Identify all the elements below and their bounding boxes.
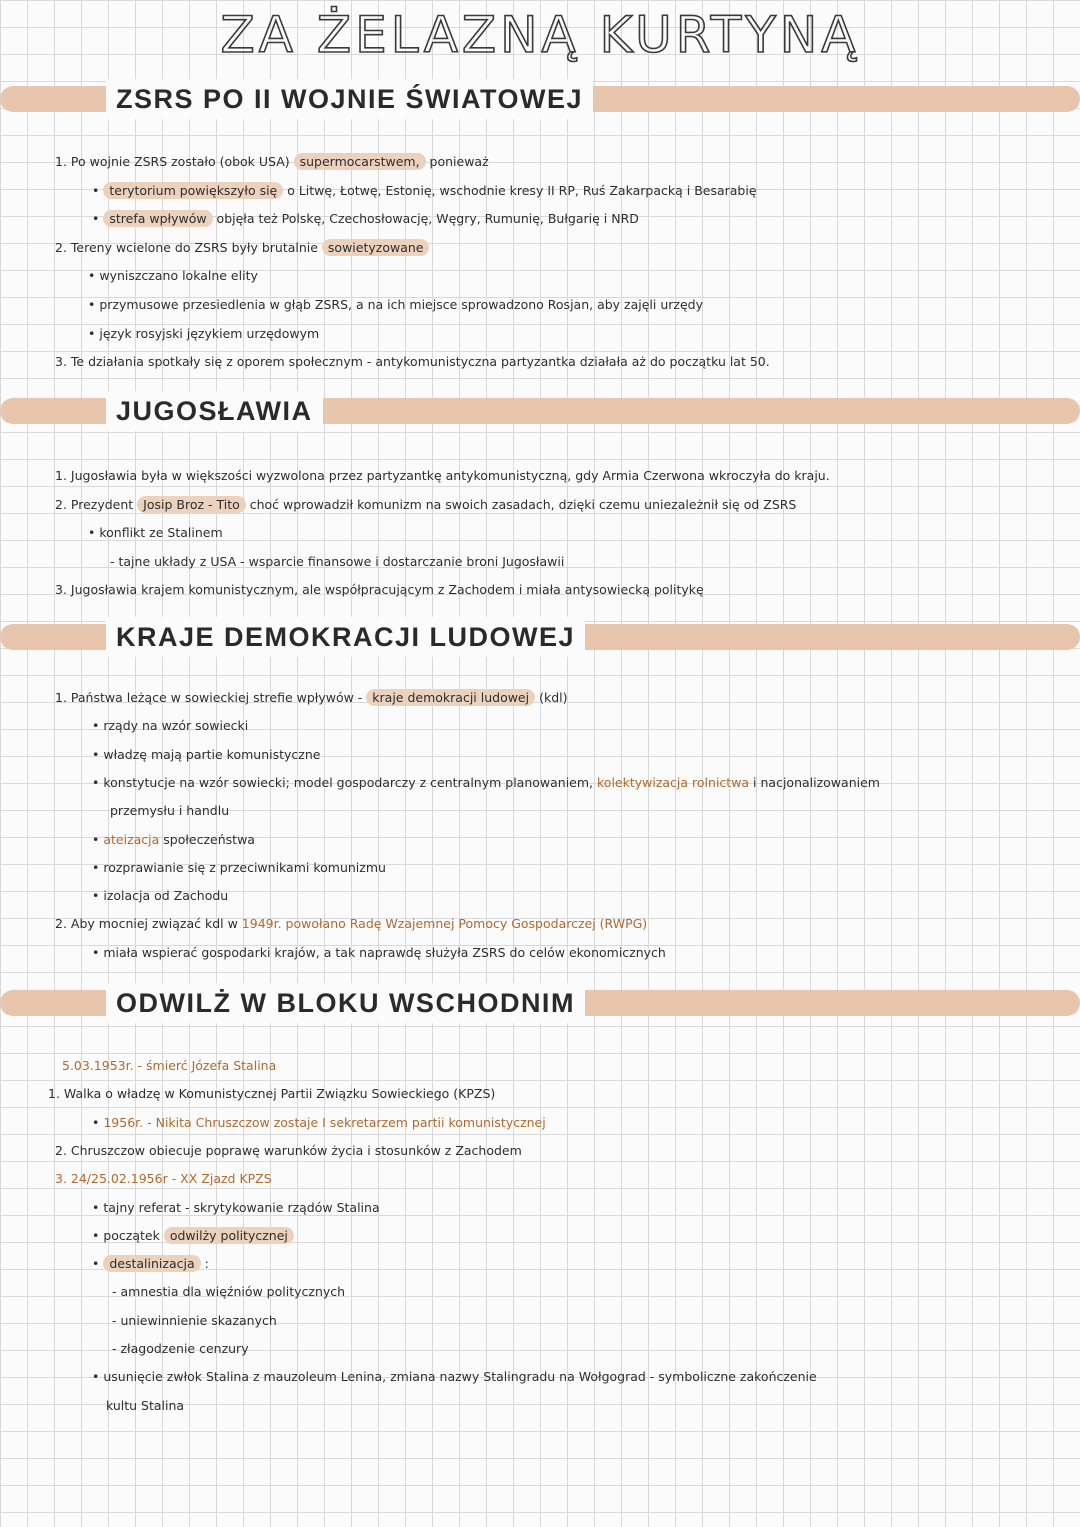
note-line	[92, 1113, 546, 1133]
line-text: •	[92, 831, 104, 847]
page-title: ZA ŻELAZNĄ KURTYNĄ	[220, 6, 860, 64]
note-line	[92, 1367, 817, 1387]
line-text: • władzę mają partie komunistyczne	[92, 746, 321, 762]
line-text: • język rosyjski językiem urzędowym	[88, 325, 320, 341]
note-line	[88, 266, 258, 286]
line-text: i nacjonalizowaniem	[749, 774, 880, 790]
note-line	[112, 1311, 277, 1331]
note-line	[55, 466, 830, 486]
line-text: • usunięcie zwłok Stalina z mauzoleum Lenina, zmiana nazwy Stalingradu na Wołgograd - symboliczne zakończenie	[92, 1369, 817, 1385]
line-text: 1. Państwa leżące w sowieckiej strefie wpływów -	[55, 690, 367, 705]
line-text: (kdl)	[535, 690, 568, 705]
line-text: • rozprawianie się z przeciwnikami komunizmu	[92, 859, 386, 875]
note-line	[112, 1339, 249, 1359]
line-text: •	[92, 211, 104, 227]
line-text: - uniewinnienie skazanych	[112, 1312, 277, 1328]
note-line	[110, 801, 229, 821]
line-text: przemysłu i handlu	[110, 803, 230, 819]
line-text: 1. Po wojnie ZSRS zostało (obok USA)	[55, 154, 294, 169]
line-text: 2. Aby mocniej związać kdl w	[55, 916, 242, 932]
line-text: • miała wspierać gospodarki krajów, a tak naprawdę służyła ZSRS do celów ekonomicznych	[92, 944, 666, 960]
note-line	[112, 1282, 345, 1302]
line-text: • tajny referat - skrytykowanie rządów Stalina	[92, 1199, 380, 1215]
highlighted-term: odwilży politycznej	[164, 1227, 294, 1244]
line-text: 2. Tereny wcielone do ZSRS były brutalnie	[55, 239, 322, 255]
note-line	[106, 1396, 184, 1416]
highlighted-term: strefa wpływów	[103, 210, 212, 227]
note-line	[92, 1254, 209, 1274]
note-line	[55, 688, 567, 708]
line-text: o Litwę, Łotwę, Estonię, wschodnie kresy II RP, Ruś Zakarpacką i Besarabię	[283, 182, 757, 198]
note-line	[88, 295, 703, 315]
section-heading-odwilz: ODWILŻ W BLOKU WSCHODNIM	[106, 983, 585, 1023]
note-line	[62, 1056, 276, 1076]
line-text: 3. Te działania spotkały się z oporem społecznym - antykomunistyczna partyzantka działała aż do początku lat 50.	[55, 354, 770, 370]
line-text: • początek	[92, 1227, 164, 1243]
key-term: 1956r. - Nikita Chruszczow zostaje I sekretarzem partii komunistycznej	[103, 1114, 546, 1130]
line-text: choć wprowadził komunizm na swoich zasadach, dzięki czemu uniezależnił się od ZSRS	[245, 496, 797, 512]
line-text: - tajne układy z USA - wsparcie finansowe i dostarczanie broni Jugosławii	[110, 553, 565, 569]
note-line	[55, 1169, 272, 1189]
note-line	[92, 886, 228, 906]
line-text: społeczeństwa	[159, 831, 255, 847]
line-text: ponieważ	[425, 154, 489, 169]
line-text: - amnestia dla więźniów politycznych	[112, 1284, 346, 1300]
note-line	[92, 209, 639, 229]
note-line	[92, 1198, 380, 1218]
note-line	[55, 352, 770, 372]
note-line	[92, 181, 757, 201]
note-line	[92, 716, 248, 736]
note-line	[48, 1084, 495, 1104]
line-text: 2. Prezydent	[55, 496, 138, 512]
note-line	[92, 943, 666, 963]
highlighted-term: kraje demokracji ludowej	[366, 689, 535, 706]
section-heading-kraje: KRAJE DEMOKRACJI LUDOWEJ	[106, 617, 585, 657]
line-text: • wyniszczano lokalne elity	[88, 268, 258, 284]
line-text: •	[92, 1114, 104, 1130]
line-text: - złagodzenie cenzury	[112, 1341, 249, 1356]
key-term: 3. 24/25.02.1956r - XX Zjazd KPZS	[55, 1171, 272, 1187]
note-line	[92, 858, 386, 878]
line-text: :	[200, 1256, 209, 1272]
line-text: 2. Chruszczow obiecuje poprawę warunków życia i stosunków z Zachodem	[55, 1142, 522, 1158]
note-line	[55, 914, 647, 934]
line-text: • konflikt ze Stalinem	[88, 525, 223, 540]
note-line	[92, 773, 880, 793]
note-line	[88, 324, 319, 344]
line-text: kultu Stalina	[106, 1397, 185, 1413]
note-line	[55, 495, 796, 515]
section-heading-zsrs: ZSRS PO II WOJNIE ŚWIATOWEJ	[106, 79, 593, 119]
line-text: • rządy na wzór sowiecki	[92, 718, 249, 734]
note-line	[88, 523, 223, 543]
note-line	[55, 238, 429, 258]
line-text: • izolacja od Zachodu	[92, 888, 229, 904]
key-term: ateizacja	[103, 831, 160, 847]
highlighted-term: destalinizacja	[103, 1255, 200, 1272]
highlighted-term: terytorium powiększyło się	[103, 182, 283, 199]
line-text: •	[92, 182, 104, 198]
key-term: 1949r. powołano Radę Wzajemnej Pomocy Gospodarczej (RWPG)	[241, 916, 648, 932]
line-text: 3. Jugosławia krajem komunistycznym, ale współpracującym z Zachodem i miała antysowiecką politykę	[55, 582, 704, 597]
key-term: 5.03.1953r. - śmierć Józefa Stalina	[62, 1058, 277, 1073]
note-line	[92, 745, 320, 765]
note-line	[55, 152, 489, 172]
note-line	[92, 1226, 294, 1246]
line-text: • przymusowe przesiedlenia w głąb ZSRS, a na ich miejsce sprowadzono Rosjan, aby zajęli urzędy	[88, 297, 703, 312]
line-text: •	[92, 1256, 104, 1272]
key-term: kolektywizacja rolnictwa	[597, 774, 750, 790]
highlighted-term: Josip Broz - Tito	[137, 496, 246, 513]
line-text: 1. Walka o władzę w Komunistycznej Partii Związku Sowieckiego (KPZS)	[48, 1086, 496, 1102]
line-text: 1. Jugosławia była w większości wyzwolona przez partyzantkę antykomunistyczną, gdy Armia Czerwona wkroczyła do kraju.	[55, 468, 830, 483]
highlighted-term: supermocarstwem,	[294, 153, 426, 170]
note-line	[110, 552, 564, 572]
note-line	[55, 1141, 522, 1161]
section-heading-jugoslawia: JUGOSŁAWIA	[106, 391, 323, 431]
line-text: • konstytucje na wzór sowiecki; model gospodarczy z centralnym planowaniem,	[92, 774, 597, 790]
note-line	[92, 830, 255, 850]
note-line	[55, 580, 704, 600]
highlighted-term: sowietyzowane	[322, 239, 430, 256]
line-text: objęła też Polskę, Czechosłowację, Węgry, Rumunię, Bułgarię i NRD	[212, 211, 639, 227]
